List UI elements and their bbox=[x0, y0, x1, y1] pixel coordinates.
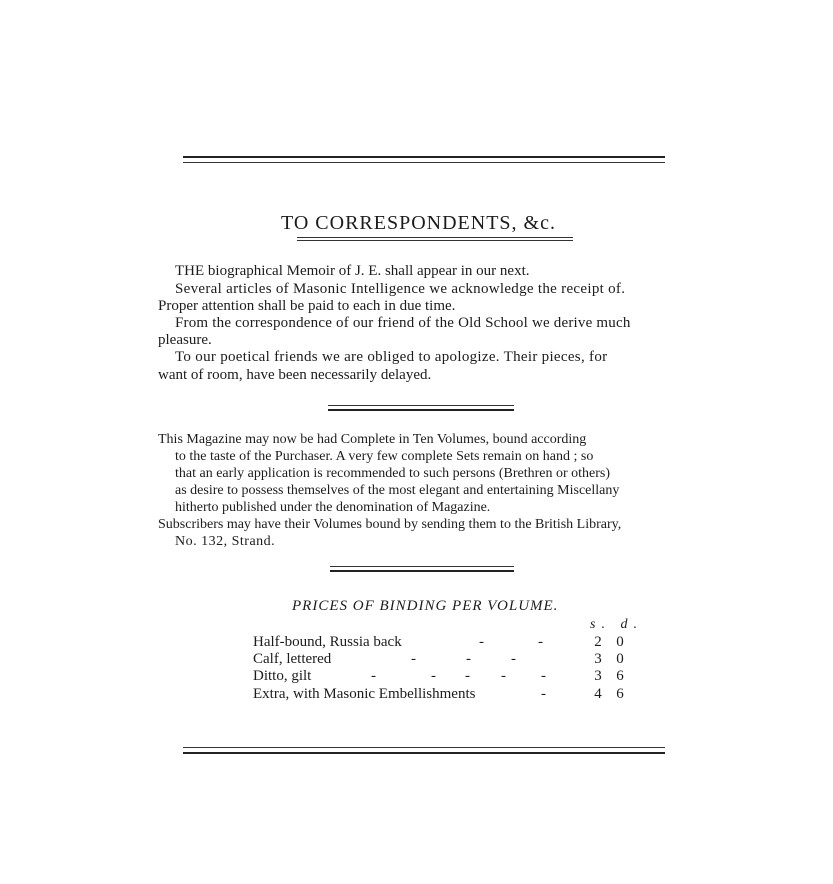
section-rule-thick bbox=[330, 570, 514, 572]
notice-line: To our poetical friends we are obliged to apologize. Their pieces, for bbox=[175, 349, 608, 365]
magazine-line: to the taste of the Purchaser. A very few complete Sets remain on hand ; so bbox=[175, 449, 594, 464]
bottom-rule-thin bbox=[183, 747, 665, 748]
magazine-line: This Magazine may now be had Complete in Ten Volumes, bound according bbox=[158, 432, 587, 447]
price-shillings: 3 bbox=[594, 651, 602, 667]
leader: - bbox=[501, 668, 506, 684]
magazine-line: as desire to possess themselves of the most elegant and entertaining Miscellany bbox=[175, 483, 620, 498]
notice-line: THE biographical Memoir of J. E. shall appear in our next. bbox=[175, 263, 530, 279]
page-title: TO CORRESPONDENTS, &c. bbox=[281, 212, 556, 234]
notice-line: want of room, have been necessarily delayed. bbox=[158, 367, 432, 383]
section-rule bbox=[328, 405, 514, 406]
leader: - bbox=[479, 634, 484, 650]
price-row bbox=[253, 668, 653, 686]
title-underline bbox=[297, 237, 573, 238]
price-row bbox=[253, 686, 653, 704]
leader: - bbox=[411, 651, 416, 667]
section-rule bbox=[330, 566, 514, 567]
price-shillings: 4 bbox=[594, 686, 602, 702]
leader: - bbox=[538, 634, 543, 650]
section-rule-thick bbox=[328, 409, 514, 411]
price-pence: 6 bbox=[616, 668, 624, 684]
price-row bbox=[253, 634, 653, 652]
price-pence: 0 bbox=[616, 634, 624, 650]
leader: - bbox=[541, 686, 546, 702]
price-label: Extra, with Masonic Embellishments bbox=[253, 686, 476, 702]
notice-line: pleasure. bbox=[158, 332, 212, 348]
notice-line: Proper attention shall be paid to each in due time. bbox=[158, 298, 456, 314]
notice-line: From the correspondence of our friend of the Old School we derive much bbox=[175, 315, 631, 331]
magazine-line: that an early application is recommended to such persons (Brethren or others) bbox=[175, 466, 611, 481]
magazine-line: Subscribers may have their Volumes bound by sending them to the British Library, bbox=[158, 517, 622, 532]
leader: - bbox=[541, 668, 546, 684]
price-pence: 6 bbox=[616, 686, 624, 702]
leader: - bbox=[466, 651, 471, 667]
magazine-line: No. 132, Strand. bbox=[175, 534, 276, 549]
top-rule-thin bbox=[183, 162, 665, 163]
bottom-rule bbox=[183, 752, 665, 754]
leader: - bbox=[431, 668, 436, 684]
top-rule bbox=[183, 156, 665, 158]
price-label: Ditto, gilt bbox=[253, 668, 312, 684]
unit-header: s. d. bbox=[590, 617, 643, 632]
price-label: Calf, lettered bbox=[253, 651, 332, 667]
price-shillings: 2 bbox=[594, 634, 602, 650]
magazine-line: hitherto published under the denomination of Magazine. bbox=[175, 500, 491, 515]
price-pence: 0 bbox=[616, 651, 624, 667]
price-label: Half-bound, Russia back bbox=[253, 634, 402, 650]
leader: - bbox=[511, 651, 516, 667]
leader: - bbox=[465, 668, 470, 684]
title-underline-2 bbox=[297, 240, 573, 241]
prices-heading: PRICES OF BINDING PER VOLUME. bbox=[292, 598, 559, 614]
leader: - bbox=[371, 668, 376, 684]
price-row bbox=[253, 651, 653, 669]
price-shillings: 3 bbox=[594, 668, 602, 684]
notice-line: Several articles of Masonic Intelligence we acknowledge the receipt of. bbox=[175, 281, 626, 297]
